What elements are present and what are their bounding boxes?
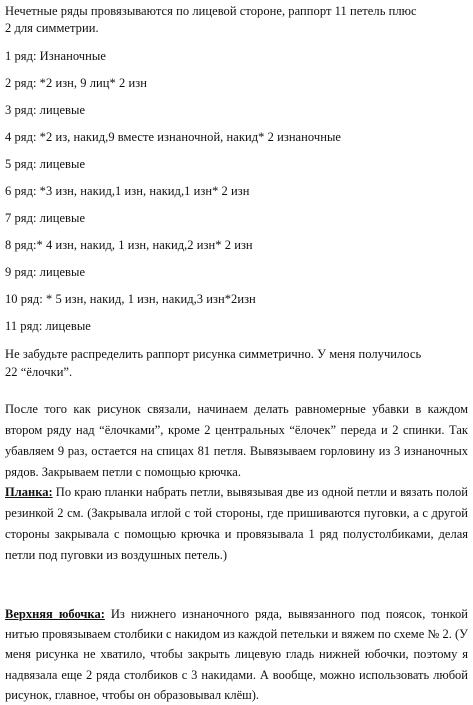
row-1-instruction: 1 ряд: Изнаночные — [5, 49, 106, 63]
row-8-instruction: 8 ряд:* 4 изн, накид, 1 изн, накид,2 изн* 2 изн — [5, 238, 253, 252]
skirt-text: Из нижнего изнаночного ряда, вывязанного под поясок, тонкой нитью провязываем столбики с накидом из каждой петельки и вяжем по схеме № 2. (У меня рисунка не хватило, чтобы закрыть лицевую гладь нижней юбочки, поэтому я надвязала еще 2 ряда столбиков с 3 накидами. А вообще, можно использовать любой рисунок, главное, чтобы он образовывал клёш). — [5, 607, 469, 702]
placket-heading: Планка: — [5, 485, 53, 499]
intro-line-2: 2 для симметрии. — [5, 21, 99, 35]
row-3-instruction: 3 ряд: лицевые — [5, 103, 86, 117]
row-9-instruction: 9 ряд: лицевые — [5, 265, 86, 279]
row-6-instruction: 6 ряд: *3 изн, накид,1 изн, накид,1 изн* 2 изн — [5, 184, 250, 198]
row-2-instruction: 2 ряд: *2 изн, 9 лиц* 2 изн — [5, 76, 147, 90]
row-7-instruction: 7 ряд: лицевые — [5, 211, 86, 225]
decrease-paragraph: После того как рисунок связали, начинаем делать равномерные убавки в каждом втором ряду над “ёлочками”, кроме 2 центральных “ёлочек” переда и 2 спинки. Так убавляем 9 раз, остается на спицах 81 петля. Вывязываем горловину из 3 изнаночных рядов. Закрываем петли с помощью крючка. — [5, 402, 468, 479]
row-11-instruction: 11 ряд: лицевые — [5, 319, 91, 333]
row-10-instruction: 10 ряд: * 5 изн, накид, 1 изн, накид,3 изн*2изн — [5, 292, 256, 306]
symmetry-note-line-2: 22 “ёлочки”. — [5, 365, 73, 379]
skirt-section — [5, 604, 468, 705]
skirt-heading: Верхняя юбочка: — [5, 607, 105, 621]
intro-line-1: Нечетные ряды провязываются по лицевой стороне, раппорт 11 петель плюс — [5, 4, 417, 18]
placket-section — [5, 482, 468, 566]
symmetry-note-line-1: Не забудьте распределить раппорт рисунка симметрично. У меня получилось — [5, 347, 422, 361]
row-4-instruction: 4 ряд: *2 из, накид,9 вместе изнаночной, накид* 2 изнаночные — [5, 130, 341, 144]
row-5-instruction: 5 ряд: лицевые — [5, 157, 86, 171]
placket-text: По краю планки набрать петли, вывязывая две из одной петли и вязать полой резинкой 2 см. (Закрывала иглой с той стороны, где пришиваются пуговки, а с другой стороны закрывала с помощью крючка и провязывала 1 ряд полустолбиками, делая петли под пуговки из воздушных петель.) — [5, 485, 468, 562]
